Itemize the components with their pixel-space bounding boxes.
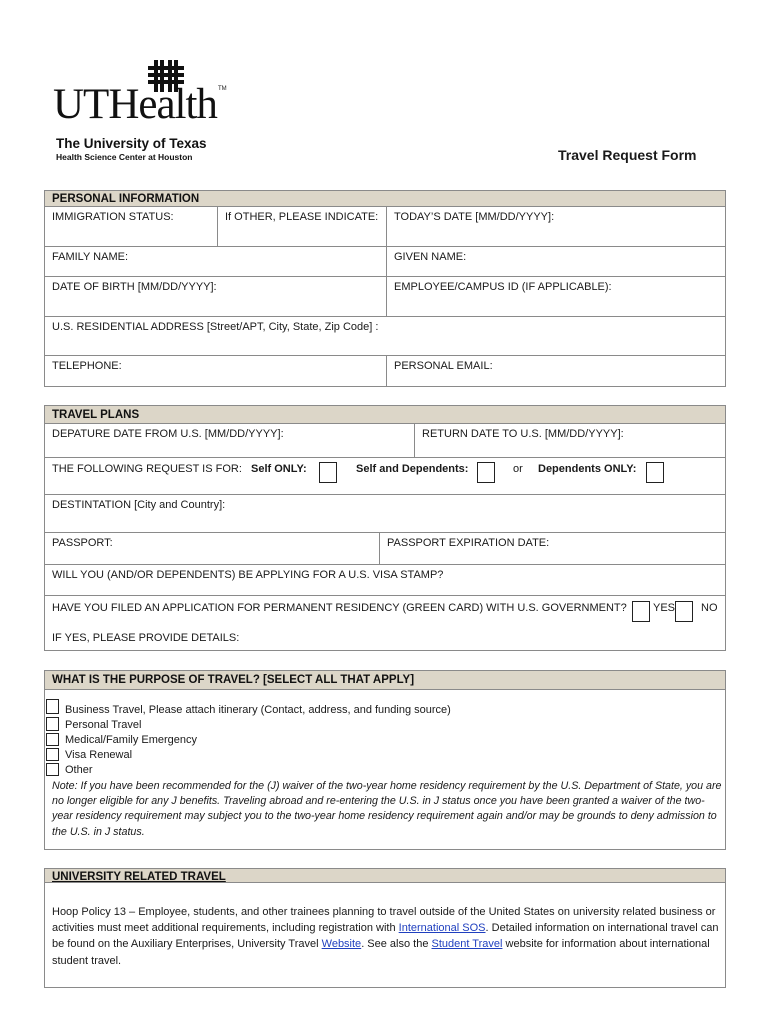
return-date-field[interactable]	[414, 423, 726, 458]
trademark-symbol: TM	[218, 86, 227, 92]
other-checkbox[interactable]	[46, 763, 59, 776]
student-travel-link[interactable]: Student Travel	[431, 938, 503, 951]
immigration-status-field[interactable]	[44, 206, 218, 247]
yes-label: YES	[653, 602, 676, 614]
if-other-label: If OTHER, PLEASE INDICATE:	[225, 211, 379, 223]
employee-id-field[interactable]	[386, 276, 726, 317]
other-option: Other	[65, 764, 93, 776]
green-card-question: HAVE YOU FILED AN APPLICATION FOR PERMANENT RESIDENCY (GREEN CARD) WITH U.S. GOVERNMENT?	[52, 602, 627, 614]
self-only-checkbox[interactable]	[319, 462, 337, 483]
medical-emergency-checkbox[interactable]	[46, 733, 59, 746]
hoop-policy-text	[52, 904, 724, 969]
travel-plans-heading: TRAVEL PLANS	[44, 405, 726, 424]
green-card-yes-checkbox[interactable]	[632, 601, 650, 622]
if-other-field[interactable]	[217, 206, 387, 247]
university-travel-website-link[interactable]: Website	[321, 938, 362, 951]
dob-label: DATE OF BIRTH [MM/DD/YYYY]:	[52, 281, 217, 293]
policy-text-part2: . Detailed information on international travel can be found on the Auxiliary Enterprises, University Travel	[52, 922, 719, 951]
destination-field[interactable]	[44, 494, 726, 533]
passport-expiration-field[interactable]	[379, 532, 726, 565]
visa-renewal-option: Visa Renewal	[65, 749, 133, 761]
telephone-field[interactable]	[44, 355, 387, 387]
green-card-no-checkbox[interactable]	[675, 601, 693, 622]
todays-date-field[interactable]	[386, 206, 726, 247]
self-only-label: Self ONLY:	[251, 463, 307, 475]
business-travel-checkbox[interactable]	[46, 699, 59, 714]
departure-date-field[interactable]	[44, 423, 415, 458]
no-label: NO	[701, 602, 718, 614]
passport-label: PASSPORT:	[52, 537, 113, 549]
dependents-only-checkbox[interactable]	[646, 462, 664, 483]
international-sos-link[interactable]: International SOS	[398, 922, 486, 935]
personal-travel-option: Personal Travel	[65, 719, 142, 731]
j-waiver-note: Note: If you have been recommended for the (J) waiver of the two-year home residency requirement by the U.S. Department of State, you are no longer eligible for any J benefits. Traveling abroad and re-entering the U.S. in J status once you have been granted a waiver of the two-year residency requirement may subject you to the two-year home residency requirement again and/or may be grounds to deny admission to the U.S. in J status.	[52, 780, 722, 838]
address-label: U.S. RESIDENTIAL ADDRESS [Street/APT, City, State, Zip Code] :	[52, 321, 379, 333]
or-label: or	[513, 463, 523, 475]
passport-expiration-label: PASSPORT EXPIRATION DATE:	[387, 537, 550, 549]
policy-text-part4: website for information about international student travel.	[52, 938, 710, 967]
details-label: IF YES, PLEASE PROVIDE DETAILS:	[52, 632, 240, 644]
telephone-label: TELEPHONE:	[52, 360, 122, 372]
family-name-label: FAMILY NAME:	[52, 251, 129, 263]
immigration-status-label: IMMIGRATION STATUS:	[52, 211, 174, 223]
visa-stamp-question: WILL YOU (AND/OR DEPENDENTS) BE APPLYING FOR A U.S. VISA STAMP?	[52, 569, 444, 581]
self-dependents-checkbox[interactable]	[477, 462, 495, 483]
request-for-label: THE FOLLOWING REQUEST IS FOR:	[52, 463, 242, 475]
uthealth-logo: UTHealth	[53, 81, 217, 128]
given-name-label: GIVEN NAME:	[394, 251, 467, 263]
dependents-only-label: Dependents ONLY:	[538, 463, 637, 475]
business-travel-option: Business Travel, Please attach itinerary (Contact, address, and funding source)	[65, 704, 451, 716]
purpose-heading: WHAT IS THE PURPOSE OF TRAVEL? [SELECT ALL THAT APPLY]	[44, 670, 726, 690]
self-dependents-label: Self and Dependents:	[356, 463, 469, 475]
personal-travel-checkbox[interactable]	[46, 717, 59, 731]
todays-date-label: TODAY’S DATE [MM/DD/YYYY]:	[394, 211, 555, 223]
family-name-field[interactable]	[44, 246, 387, 277]
destination-label: DESTINTATION [City and Country]:	[52, 499, 226, 511]
medical-emergency-option: Medical/Family Emergency	[65, 734, 198, 746]
dob-field[interactable]	[44, 276, 387, 317]
passport-field[interactable]	[44, 532, 380, 565]
visa-stamp-row[interactable]	[44, 564, 726, 596]
given-name-field[interactable]	[386, 246, 726, 277]
visa-renewal-checkbox[interactable]	[46, 748, 59, 761]
return-date-label: RETURN DATE TO U.S. [MM/DD/YYYY]:	[422, 428, 624, 440]
personal-info-heading: PERSONAL INFORMATION	[44, 190, 726, 207]
policy-text-part1: Hoop Policy 13 – Employee, students, and other trainees planning to travel outside of the United States on university related business or activities must meet additional requirements, including registration with	[52, 906, 716, 935]
policy-text-part3: . See also the	[361, 938, 432, 951]
email-label: PERSONAL EMAIL:	[394, 360, 493, 372]
university-travel-heading: UNIVERSITY RELATED TRAVEL	[44, 868, 726, 883]
employee-id-label: EMPLOYEE/CAMPUS ID (IF APPLICABLE):	[394, 281, 612, 293]
departure-date-label: DEPATURE DATE FROM U.S. [MM/DD/YYYY]:	[52, 428, 284, 440]
institution-subname: Health Science Center at Houston	[56, 152, 193, 162]
address-field[interactable]	[44, 316, 726, 356]
form-title: Travel Request Form	[558, 147, 697, 163]
email-field[interactable]	[386, 355, 726, 387]
institution-name: The University of Texas	[56, 136, 207, 151]
